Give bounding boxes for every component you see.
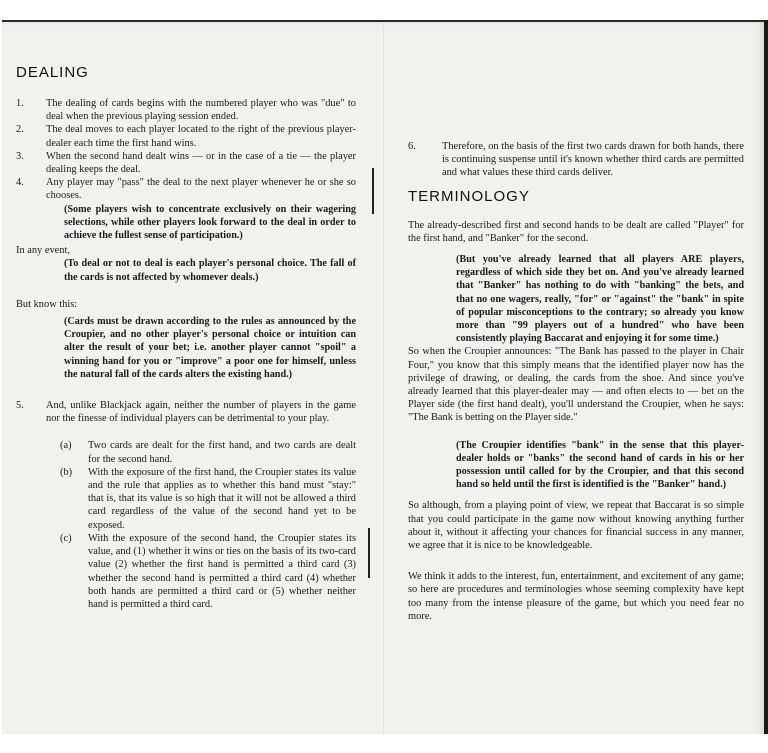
left-page	[16, 64, 356, 611]
dealing-item-3: 3. When the second hand dealt wins — or in the case of a tie — the player dealing keeps the deal.	[16, 150, 356, 176]
top-border	[2, 20, 766, 22]
terminology-note-2: (The Croupier identifies "bank" in the sense that this player-dealer holds or "banks" the second hand of cards in his or her possession until called for by the Croupier, and that this second hand so held until the first is identified is the "Banker" hand.)	[456, 439, 744, 491]
margin-mark	[372, 168, 374, 214]
terminology-para-3: So although, from a playing point of view, we repeat that Baccarat is so simple that you could participate in the game now without knowing anything further about it, without it affecting your chances for financial success in any manner, we agree that it is nice to be knowledgeable.	[408, 500, 744, 552]
margin-mark	[368, 528, 370, 578]
subitem-a: (a) Two cards are dealt for the first hand, and two cards are dealt for the second hand.	[60, 440, 356, 465]
dealing-item-6: 6. Therefore, on the basis of the first two cards drawn for both hands, there is continuing suspense until it's known whether third cards are permitted and what values these third cards deliver.	[408, 141, 744, 179]
terminology-heading: TERMINOLOGY	[408, 187, 530, 205]
dealing-note-1: (Some players wish to concentrate exclusively on their wagering selections, while other players look forward to the deal in order to achieve the fullest sense of participation.)	[64, 203, 356, 242]
subitem-c: (c) With the exposure of the second hand, the Croupier states its value, and (1) whether it wins or ties on the basis of its two-card value (2) whether the first hand is permitted a third card (3) whether the second hand is permitted a third card (4) whether both hands are permitted a third card or (5) whether neither hand is permitted a third card.	[60, 532, 356, 610]
page-edge	[764, 20, 768, 734]
dealing-note-3: (Cards must be drawn according to the rules as announced by the Croupier, and no other player's personal choice or intuition can alter the result of your bet; i.e. another player cannot "spoil" a winning hand for you or "improve" a poor one for himself, unless the natural fall of the cards alters the existing hand.)	[64, 316, 356, 380]
dealing-note-2: (To deal or not to deal is each player's personal choice. The fall of the cards is not affected by whomever deals.)	[64, 258, 356, 283]
but-know-text: But know this:	[16, 298, 78, 310]
dealing-item-2: 2. The deal moves to each player located to the right of the previous player-dealer each time the first hand wins.	[16, 124, 356, 149]
dealing-heading: DEALING	[16, 64, 89, 81]
right-page	[408, 140, 744, 623]
terminology-para-2: So when the Croupier announces: "The Bank has passed to the player in Chair Four," you know that this simply means that the identified player now has the privilege of drawing, or dealing, the cards from the shoe. And since you've already learned that this player-dealer may — and often elects to — bet on the Player side (the first hand dealt), you'll understand the Croupier, when he says: "The Bank is betting on the Player side."	[408, 346, 744, 424]
dealing-item-4: 4. Any player may "pass" the deal to the next player whenever he or she so chooses.	[16, 177, 356, 202]
center-fold	[383, 20, 384, 734]
dealing-item-1: 1. The dealing of cards begins with the numbered player who was "due" to deal when the previous playing session ended.	[16, 98, 356, 123]
in-any-event-text: In any event,	[16, 245, 70, 257]
subitem-b: (b) With the exposure of the first hand, the Croupier states its value and the rule that applies as to whether this hand must "stay:" that is, that its value is so high that it will not be allowed a third card regardless of the value of the second hand yet to be exposed.	[60, 466, 356, 531]
dealing-item-5: 5. And, unlike Blackjack again, neither the number of players in the game nor the finesse of individual players can be detrimental to your play.	[16, 400, 356, 425]
terminology-para-1: The already-described first and second hands to be dealt are called "Player" for the first hand, and "Banker" for the second.	[408, 219, 744, 244]
terminology-note-1: (But you've already learned that all players ARE players, regardless of which side they bet on. And you've already learned that "Banker" has nothing to do with "banking" the bets, and that no one wagers, really, "for" or "against" the "bank" in spite of popular misconceptions to the contrary; so already you know more than "99 players out of a hundred" who have been consistently playing Baccarat and enjoying it for some time.)	[456, 254, 744, 345]
terminology-para-4: We think it adds to the interest, fun, entertainment, and excitement of any game; so here are procedures and terminologies whose seeming complexity have kept too many from the intense pleasure of the game, but which you need fear no more.	[408, 571, 744, 622]
